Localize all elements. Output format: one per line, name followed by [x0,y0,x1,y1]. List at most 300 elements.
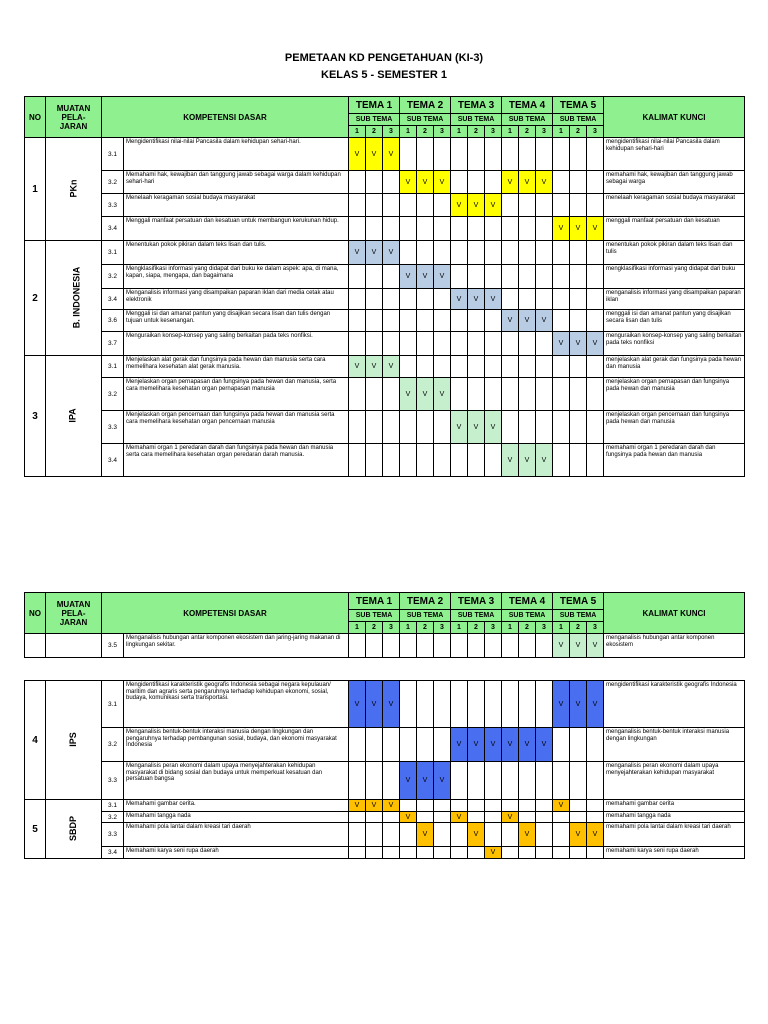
subtema-cell [553,812,570,823]
subtema-cell [349,332,366,356]
kd-description: Menganalisis informasi yang disampaikan paparan iklan dari media cetak atau elektronik [124,289,349,310]
subtema-cell [434,310,451,332]
subtema-cell [400,138,417,171]
subtema-cell [349,762,366,800]
header-kalimat-kunci: KALIMAT KUNCI [604,593,745,634]
subtema-cell [553,265,570,289]
subtema-cell [502,356,519,378]
row-number: 3 [25,356,46,477]
subtema-cell [536,194,553,217]
header-subtema-number: 2 [417,126,434,138]
row-number: 1 [25,138,46,241]
subtema-cell [485,217,502,241]
subtema-cell [417,444,434,477]
subtema-cell [502,847,519,859]
subtema-cell [536,411,553,444]
subtema-mark: V [519,171,536,194]
subtema-cell [383,411,400,444]
subtema-cell [587,411,604,444]
kd-description: Menguraikan konsep-konsep yang saling berkaitan pada teks nonfiksi. [124,332,349,356]
subtema-cell [485,444,502,477]
subtema-cell [400,411,417,444]
subtema-cell [468,138,485,171]
subject-name [46,241,102,356]
subtema-mark: V [485,289,502,310]
subtema-cell [587,762,604,800]
subtema-cell [553,194,570,217]
subtema-cell [587,378,604,411]
kd-description: Menganalisis peran ekonomi dalam upaya menyejahterakan kehidupan masyarakat di bidang sosial dan budaya untuk memperkuat kesatuan dan persatuan bangsa [124,762,349,800]
kalimat-kunci: memahami pola lantai dalam kreasi tari daerah [604,823,745,847]
subtema-cell [349,265,366,289]
header-subtema-5: SUB TEMA [553,610,604,622]
subtema-cell [570,812,587,823]
header-subtema-number: 2 [366,126,383,138]
subtema-mark: V [451,194,468,217]
subtema-mark: V [553,332,570,356]
kd-description: Memahami hak, kewajiban dan tanggung jawab sebagai warga dalam kehidupan sehari-hari [124,171,349,194]
subtema-mark: V [485,194,502,217]
subtema-cell [434,217,451,241]
kd-code: 3.4 [102,444,124,477]
subtema-mark: V [400,812,417,823]
subtema-mark: V [519,728,536,762]
header-subtema-number: 1 [553,126,570,138]
subtema-cell [417,194,434,217]
subtema-mark: V [536,310,553,332]
kd-code: 3.2 [102,171,124,194]
subject-name [46,356,102,477]
header-subtema-number: 1 [502,126,519,138]
subject-label: B. INDONESIA [71,266,82,328]
subtema-cell [485,265,502,289]
subtema-cell [553,847,570,859]
subtema-cell [417,217,434,241]
kd-description: Menjelaskan organ pernapasan dan fungsinya pada hewan dan manusia, serta cara memelihara kesehatan organ pernapasan manusia [124,378,349,411]
subtema-cell [570,762,587,800]
kd-mapping-table-2 [24,592,745,658]
subtema-cell [519,217,536,241]
kd-code: 3.1 [102,800,124,812]
kalimat-kunci: mengidentifikasi karakteristik geografis Indonesia [604,681,745,728]
subtema-cell [536,217,553,241]
kd-code: 3.3 [102,762,124,800]
subtema-cell [570,444,587,477]
table-row [25,800,745,812]
subtema-cell [502,762,519,800]
subtema-cell [366,823,383,847]
kd-code: 3.2 [102,812,124,823]
subtema-cell [536,332,553,356]
kd-description: Menggali manfaat persatuan dan kesatuan untuk membangun kerukunan hidup. [124,217,349,241]
subtema-cell [570,194,587,217]
header-subtema-number: 3 [485,126,502,138]
subject-label: IPS [67,731,78,747]
subtema-cell [366,444,383,477]
header-subtema-number: 1 [400,622,417,634]
subtema-cell [536,289,553,310]
subtema-mark: V [434,378,451,411]
subtema-cell [553,241,570,265]
header-muatan-line: JARAN [59,617,88,627]
subtema-cell [570,310,587,332]
subtema-cell [349,194,366,217]
kd-code: 3.3 [102,823,124,847]
subtema-cell [485,332,502,356]
subtema-cell [400,800,417,812]
subtema-cell [519,289,536,310]
header-subtema-number: 3 [383,126,400,138]
subtema-cell [383,444,400,477]
kd-description: Menggali isi dan amanat pantun yang disajikan secara lisan dan tulis dengan tujuan untuk kesenangan. [124,310,349,332]
kalimat-kunci: menggali isi dan amanat pantun yang disajikan secara lisan dan tulis [604,310,745,332]
kd-code: 3.1 [102,241,124,265]
subtema-cell [553,411,570,444]
kalimat-kunci: menganalisis informasi yang disampaikan paparan iklan [604,289,745,310]
subtema-cell [434,681,451,728]
header-subtema-2: SUB TEMA [400,114,451,126]
table-row [25,812,745,823]
subtema-cell [502,194,519,217]
kalimat-kunci: menggali manfaat persatuan dan kesatuan [604,217,745,241]
subtema-cell [519,847,536,859]
subtema-cell [587,310,604,332]
subtema-mark: V [502,812,519,823]
header-subtema-number: 2 [366,622,383,634]
header-muatan-line: MUATAN [56,103,91,113]
header-subtema-number: 1 [451,622,468,634]
subtema-cell [519,241,536,265]
kalimat-kunci: mengklasifikasi informasi yang didapat dari buku [604,265,745,289]
subtema-cell [587,812,604,823]
header-muatan-line: PELA- [61,112,86,122]
subtema-cell [468,265,485,289]
header-muatan-line: MUATAN [56,599,91,609]
subtema-cell [519,411,536,444]
subtema-cell [587,138,604,171]
subtema-cell [366,634,383,658]
subtema-mark: V [451,812,468,823]
subtema-mark: V [587,823,604,847]
subtema-cell [553,289,570,310]
kd-mapping-table-1 [24,96,745,477]
subtema-mark: V [587,217,604,241]
subtema-cell [587,847,604,859]
subtema-cell [468,444,485,477]
subtema-mark: V [553,800,570,812]
subtema-cell [468,241,485,265]
subtema-mark: V [553,681,570,728]
subtema-cell [570,800,587,812]
subtema-cell [587,800,604,812]
subtema-cell [485,171,502,194]
table-row [25,728,745,762]
header-subtema-number: 2 [570,622,587,634]
subtema-cell [349,728,366,762]
subtema-cell [383,289,400,310]
table-row [25,823,745,847]
subtema-cell [553,762,570,800]
subtema-mark: V [485,728,502,762]
subtema-cell [451,762,468,800]
subtema-cell [383,194,400,217]
subtema-cell [587,265,604,289]
subtema-cell [434,138,451,171]
subtema-cell [468,171,485,194]
subtema-cell [366,411,383,444]
subtema-cell [536,265,553,289]
kalimat-kunci: menguraikan konsep-konsep yang saling berkaitan pada teks nonfiksi [604,332,745,356]
subtema-cell [553,444,570,477]
subtema-mark: V [400,171,417,194]
subtema-cell [400,823,417,847]
subtema-cell [451,847,468,859]
subtema-cell [417,812,434,823]
subject-label: PKn [68,179,78,197]
subtema-cell [553,378,570,411]
table-row [25,138,745,171]
subtema-cell [587,728,604,762]
subtema-cell [485,138,502,171]
subtema-cell [434,241,451,265]
kd-code: 3.6 [102,310,124,332]
subtema-mark: V [502,444,519,477]
subtema-cell [536,823,553,847]
subtema-cell [417,356,434,378]
subtema-cell [451,310,468,332]
subtema-cell [451,681,468,728]
kalimat-kunci: menganalisis peran ekonomi dalam upaya menyejahterakan kehidupan masyarakat [604,762,745,800]
kd-description: Menelaah keragaman sosial budaya masyarakat [124,194,349,217]
subtema-cell [570,356,587,378]
subtema-mark: V [451,289,468,310]
subtema-mark: V [570,823,587,847]
header-subtema-number: 3 [383,622,400,634]
table-row [25,847,745,859]
subtema-cell [383,823,400,847]
subtema-mark: V [383,681,400,728]
subtema-cell [553,823,570,847]
subtema-cell [468,847,485,859]
subtema-cell [485,241,502,265]
subtema-cell [502,800,519,812]
subtema-cell [417,411,434,444]
subtema-cell [485,812,502,823]
table-row [25,332,745,356]
table-row [25,265,745,289]
header-subtema-number: 1 [553,622,570,634]
subtema-cell [383,332,400,356]
subtema-cell [485,634,502,658]
subtema-cell [400,847,417,859]
kd-description: Memahami organ 1 peredaran darah dan fungsinya pada hewan dan manusia serta cara memelihara kesehatan organ peredaran darah manusia. [124,444,349,477]
subtema-cell [383,378,400,411]
subtema-cell [400,194,417,217]
subtema-cell [451,634,468,658]
header-subtema-number: 3 [587,622,604,634]
subtema-cell [519,138,536,171]
subtema-cell [570,241,587,265]
subtema-cell [451,356,468,378]
subtema-mark: V [400,265,417,289]
subject-name [46,634,102,658]
subtema-cell [519,356,536,378]
header-subtema-number: 1 [502,622,519,634]
subtema-cell [587,356,604,378]
subtema-mark: V [536,728,553,762]
subtema-cell [400,310,417,332]
header-subtema-number: 3 [587,126,604,138]
subtema-cell [519,332,536,356]
header-tema-1: TEMA 1 [349,97,400,114]
subtema-cell [502,823,519,847]
kalimat-kunci: menelaah keragaman sosial budaya masyarakat [604,194,745,217]
subtema-mark: V [502,310,519,332]
subtema-cell [519,634,536,658]
subtema-mark: V [587,332,604,356]
subtema-cell [519,812,536,823]
subtema-cell [451,217,468,241]
kd-description: Memahami karya seni rupa daerah [124,847,349,859]
header-subtema-3: SUB TEMA [451,114,502,126]
subtema-mark: V [502,728,519,762]
subtema-cell [349,411,366,444]
subtema-cell [400,444,417,477]
header-tema-3: TEMA 3 [451,593,502,610]
header-tema-1: TEMA 1 [349,593,400,610]
subtema-cell [417,800,434,812]
kd-mapping-table-3 [24,680,745,859]
subtema-cell [434,289,451,310]
subtema-mark: V [570,217,587,241]
subtema-cell [519,378,536,411]
subtema-cell [553,356,570,378]
subtema-mark: V [536,444,553,477]
header-subtema-number: 3 [485,622,502,634]
subtema-cell [536,138,553,171]
subtema-mark: V [400,762,417,800]
header-subtema-number: 2 [519,622,536,634]
subtema-cell [366,847,383,859]
kd-description: Menentukan pokok pikiran dalam teks lisan dan tulis. [124,241,349,265]
subtema-cell [434,728,451,762]
header-subtema-number: 2 [519,126,536,138]
kd-description: Memahami pola lantai dalam kreasi tari daerah [124,823,349,847]
kd-description: Memahami tangga nada [124,812,349,823]
subtema-cell [383,171,400,194]
subtema-mark: V [570,332,587,356]
kalimat-kunci: memahami karya seni rupa daerah [604,847,745,859]
subject-label: SBDP [67,815,78,841]
subtema-mark: V [366,241,383,265]
subtema-cell [502,265,519,289]
subtema-mark: V [434,762,451,800]
header-subtema-number: 1 [400,126,417,138]
table-row [25,217,745,241]
subtema-cell [349,444,366,477]
header-subtema-number: 2 [468,126,485,138]
subtema-cell [587,241,604,265]
header-subtema-1: SUB TEMA [349,114,400,126]
subtema-mark: V [468,728,485,762]
header-tema-4: TEMA 4 [502,593,553,610]
subtema-cell [400,289,417,310]
subtema-cell [468,217,485,241]
subtema-cell [349,812,366,823]
subtema-mark: V [349,138,366,171]
subtema-cell [570,378,587,411]
subtema-mark: V [468,823,485,847]
table-row [25,681,745,728]
subtema-cell [519,265,536,289]
subtema-cell [468,762,485,800]
subtema-cell [400,681,417,728]
subtema-cell [434,194,451,217]
subtema-cell [451,241,468,265]
header-subtema-number: 3 [434,622,451,634]
subtema-cell [451,138,468,171]
subtema-cell [468,378,485,411]
subtema-cell [417,634,434,658]
subtema-cell [434,634,451,658]
subtema-mark: V [519,310,536,332]
subtema-mark: V [349,800,366,812]
subtema-cell [553,171,570,194]
subtema-mark: V [417,265,434,289]
subtema-mark: V [366,138,383,171]
kd-code: 3.2 [102,378,124,411]
subtema-cell [366,378,383,411]
subtema-mark: V [587,681,604,728]
kalimat-kunci: menjelaskan organ pernapasan dan fungsinya pada hewan dan manusia [604,378,745,411]
subtema-cell [485,356,502,378]
subtema-mark: V [383,138,400,171]
kalimat-kunci: memahami hak, kewajiban dan tanggung jawab sebagai warga [604,171,745,194]
header-tema-3: TEMA 3 [451,97,502,114]
subtema-mark: V [434,171,451,194]
table-row [25,289,745,310]
subtema-cell [451,332,468,356]
subtema-cell [519,762,536,800]
header-tema-2: TEMA 2 [400,593,451,610]
subtema-cell [451,171,468,194]
subtema-cell [587,444,604,477]
subtema-cell [502,217,519,241]
header-subtema-4: SUB TEMA [502,114,553,126]
subtema-cell [570,411,587,444]
subtema-cell [349,378,366,411]
title-line-1: PEMETAAN KD PENGETAHUAN (KI-3) [284,52,484,64]
subtema-cell [400,634,417,658]
subtema-cell [366,762,383,800]
header-muatan-line: PELA- [61,608,86,618]
subtema-cell [366,310,383,332]
subtema-cell [366,812,383,823]
subtema-cell [536,378,553,411]
kalimat-kunci: menentukan pokok pikiran dalam teks lisan dan tulis [604,241,745,265]
header-tema-5: TEMA 5 [553,97,604,114]
subtema-cell [485,310,502,332]
subtema-cell [400,332,417,356]
subtema-mark: V [553,217,570,241]
header-no: NO [25,97,46,138]
kalimat-kunci: menganalisis bentuk-bentuk interaksi manusia dengan lingkungan [604,728,745,762]
subtema-cell [485,800,502,812]
subtema-cell [451,378,468,411]
row-number: 5 [25,800,46,859]
subtema-cell [417,847,434,859]
subtema-cell [502,634,519,658]
